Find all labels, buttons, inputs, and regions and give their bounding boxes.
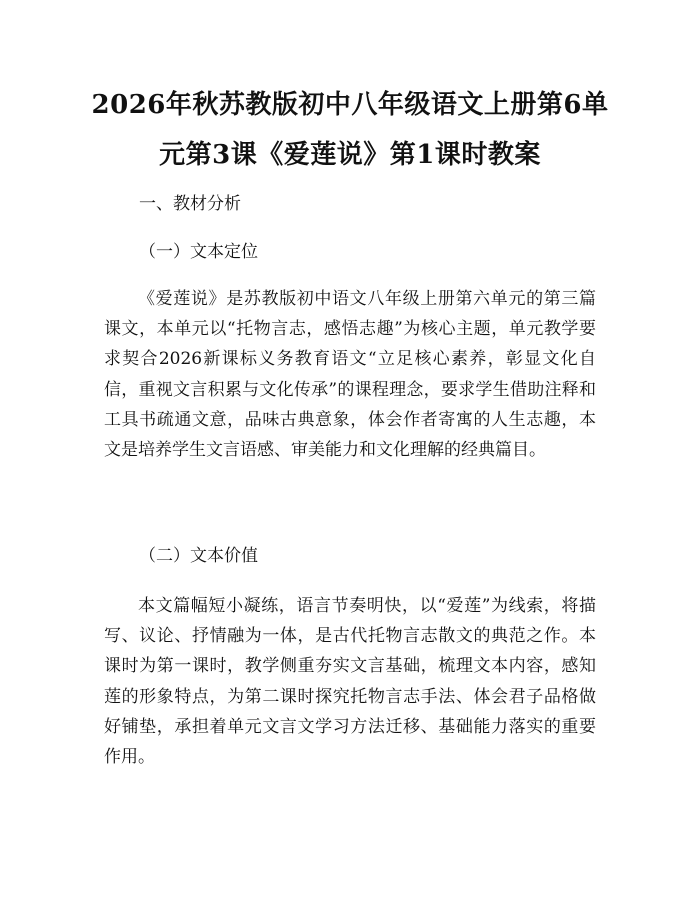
paragraph-text-value: 本文篇幅短小凝练，语言节奏明快，以“爱莲”为线索，将描写、议论、抒情融为一体，是古代托物言志散文的典范之作。本课时为第一课时，教学侧重夯实文言基础，梳理文本内容，感知莲的形象特点，为第二课时探究托物言志手法、体会君子品格做好铺垫，承担着单元文言文学习方法迁移、基础能力落实的重要作用。	[104, 596, 596, 768]
document-title: 2026年秋苏教版初中八年级语文上册第6单元第3课《爱莲说》第1课时教案	[91, 90, 609, 170]
paragraph-text-positioning: 《爱莲说》是苏教版初中语文八年级上册第六单元的第三篇课文，本单元以“托物言志，感悟志趣”为核心主题，单元教学要求契合2026新课标义务教育语文“立足核心素养，彰显文化自信，重视文言积累与文化传承”的课程理念，要求学生借助注释和工具书疏通文意，品味古典意象，体会作者寄寓的人生志趣，本文是培养学生文言语感、审美能力和文化理解的经典篇目。	[104, 289, 596, 461]
section-heading-teaching-material-analysis: 一、教材分析	[139, 194, 241, 214]
subsection-heading-text-value: （二）文本价值	[139, 546, 258, 566]
subsection-heading-text-positioning: （一）文本定位	[139, 242, 258, 262]
